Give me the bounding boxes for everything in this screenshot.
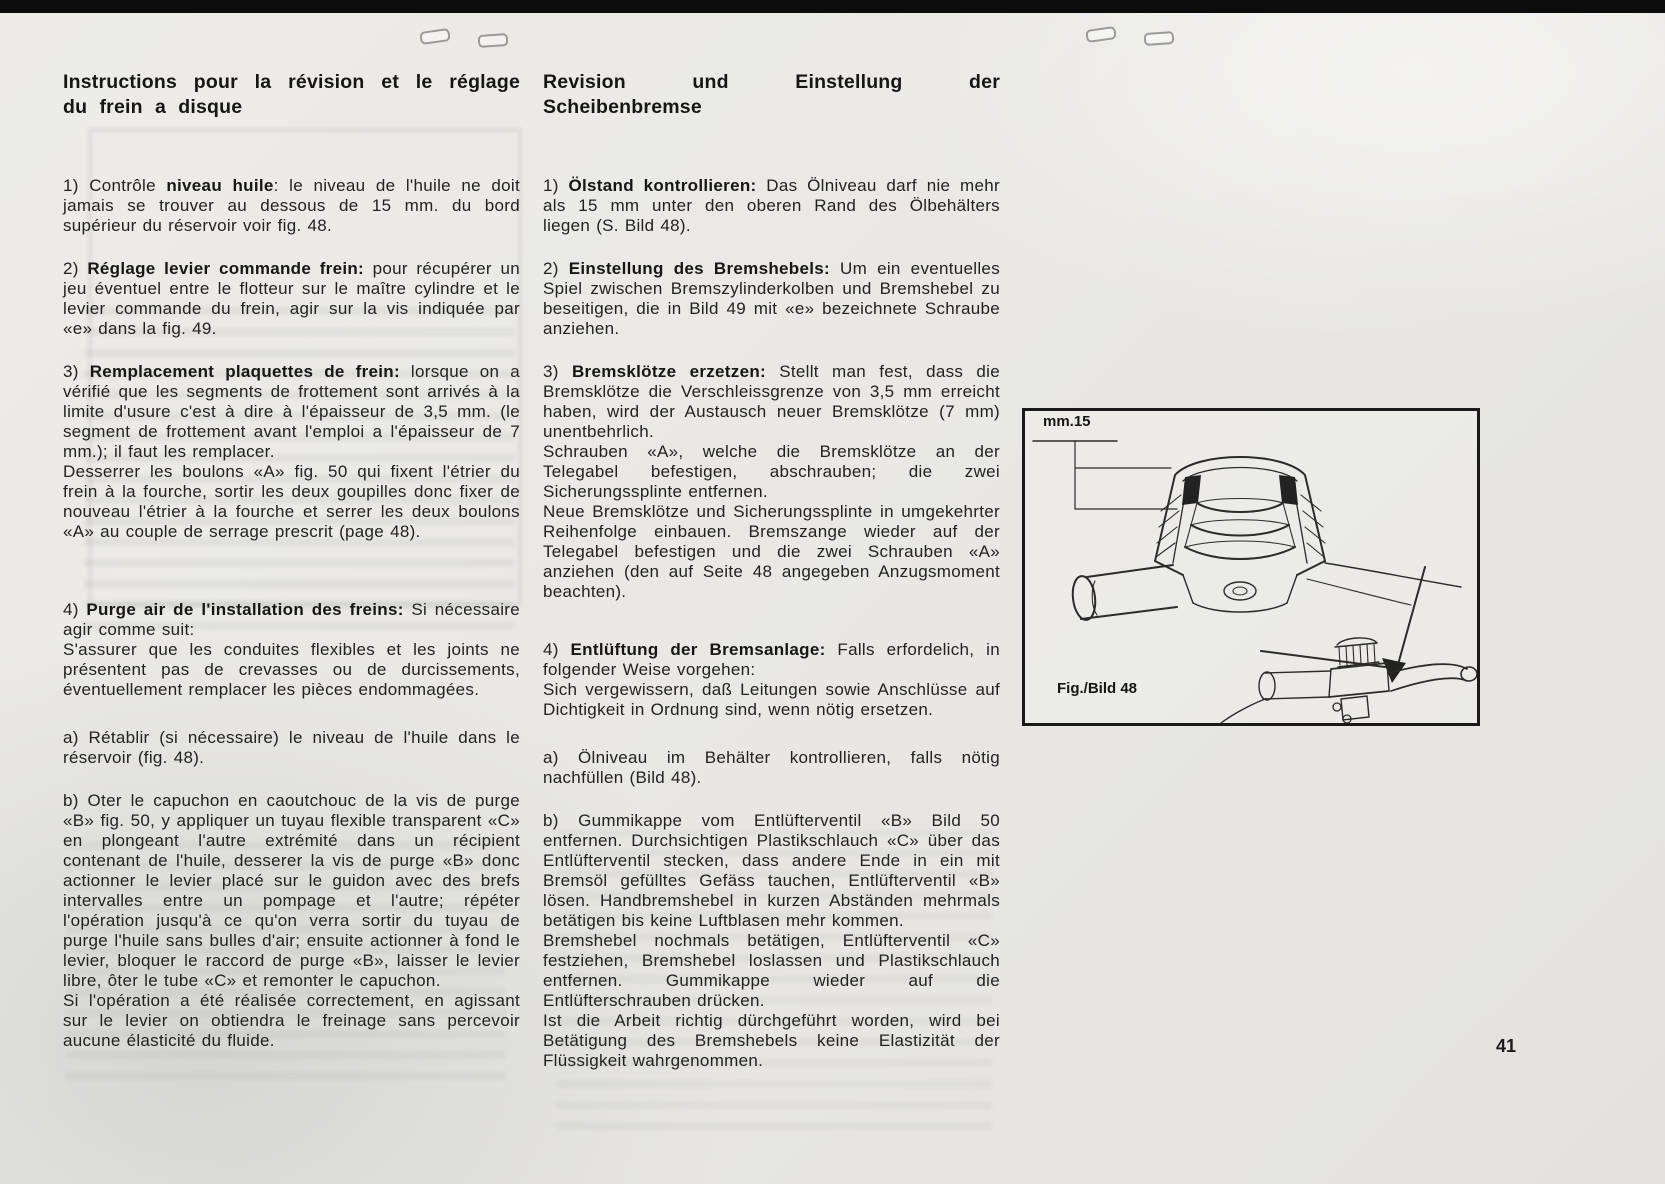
manual-section [543, 640, 1000, 720]
manual-section [63, 728, 520, 768]
manual-section [63, 600, 520, 700]
binding-clip-mark [419, 28, 451, 45]
paragraph: 3) Remplacement plaquettes de frein: lorsque on a vérifié que les segments de frottement sont arrivés à la limite d'usure c'est à dire à l'épaisseur de 3,5 mm. (le segment de frottement avant l'emploi a l'épaisseur de 7 mm.); il faut les remplacer. [63, 362, 520, 461]
manual-section [63, 791, 520, 1051]
binding-clip-mark [1144, 31, 1175, 46]
paragraph: 4) Entlüftung der Bremsanlage: Falls erfordelich, in folgender Weise vorgehen: [543, 640, 1000, 679]
binding-clip-mark [1085, 26, 1117, 43]
figure-dimension-label: mm.15 [1043, 413, 1091, 430]
paragraph: 2) Einstellung des Bremshebels: Um ein eventuelles Spiel zwischen Bremszylinderkolben und Bremshebel zu beseitigen, die in Bild 49 mit «e» bezeichnete Schraube anziehen. [543, 259, 1000, 338]
paragraph: Schrauben «A», welche die Bremsklötze an der Telegabel befestigen, abschrauben; die zwei Sicherungssplinte entfernen. [543, 442, 1000, 501]
paragraph: 4) Purge air de l'installation des freins: Si nécessaire agir comme suit: [63, 600, 520, 639]
page-number: 41 [1496, 1036, 1517, 1056]
paragraph: 3) Bremsklötze erzetzen: Stellt man fest, dass die Bremsklötze die Verschleissgrenze von 3,5 mm erreicht haben, wird der Austausch neuer Bremsklötze (7 mm) unentbehrlich. [543, 362, 1000, 441]
manual-section [543, 811, 1000, 1071]
manual-section [543, 362, 1000, 602]
figure-caption: Fig./Bild 48 [1057, 680, 1138, 697]
column-german [543, 70, 1000, 1094]
paragraph: Neue Bremsklötze und Sicherungssplinte in umgekehrter Reihenfolge einbauen. Bremszange wieder auf der Telegabel befestigen und die zwei Schrauben «A» anziehen (den auf Seite 48 angegeben Anzugsmoment beachten). [543, 502, 1000, 601]
paragraph: b) Oter le capuchon en caoutchouc de la vis de purge «B» fig. 50, y appliquer un tuyau flexible transparent «C» en plongeant l'autre extrémité dans un récipient contenant de l'huile, desserer la vis de purge «B» donc actionner le levier placé sur le guidon avec des brefs intervalles entre un pompage et l'autre; répéter l'opération jusqu'à ce qu'on verra sortir du tuyau de purge l'huile sans bulles d'air; ensuite actionner à fond le levier, bloquer le raccord de purge «B», laisser le levier libre, ôter le tube «C» et remonter le capuchon. [63, 791, 520, 990]
manual-section [63, 259, 520, 339]
column-french [63, 70, 520, 1074]
paragraph: Si l'opération a été réalisée correctement, en agissant sur le levier on obtiendra le freinage sans percevoir aucune élasticité du fluide. [63, 991, 520, 1050]
figure-48-box [1022, 408, 1480, 726]
paragraph: Sich vergewissern, daß Leitungen sowie Anschlüsse auf Dichtigkeit in Ordnung sind, wenn nötig ersetzen. [543, 680, 1000, 719]
manual-section [543, 176, 1000, 236]
paragraph: 1) Ölstand kontrollieren: Das Ölniveau darf nie mehr als 15 mm unter den oberen Rand des Ölbehälters liegen (S. Bild 48). [543, 176, 1000, 235]
scan-edge-bar [0, 0, 1665, 13]
paragraph: a) Ölniveau im Behälter kontrollieren, falls nötig nachfüllen (Bild 48). [543, 748, 1000, 787]
french-sections [63, 176, 520, 1051]
german-title: Revision und Einstellung der Scheibenbremse [543, 71, 1000, 118]
brake-master-cylinder-diagram [1025, 411, 1477, 723]
german-sections [543, 176, 1000, 1071]
paragraph: 2) Réglage levier commande frein: pour récupérer un jeu éventuel entre le flotteur sur le maître cylindre et le levier commande du frein, agir sur la vis indiquée par «e» dans la fig. 49. [63, 259, 520, 338]
paragraph: Bremshebel nochmals betätigen, Entlüfterventil «C» festziehen, Bremshebel loslassen und Plastikschlauch entfernen. Gummikappe wieder auf die Entlüfterschrauben drücken. [543, 931, 1000, 1010]
binding-clip-mark [478, 33, 509, 48]
manual-section [543, 748, 1000, 788]
french-title: Instructions pour la révision et le réglage du frein a disque [63, 71, 520, 118]
manual-section [63, 176, 520, 236]
paragraph: Desserrer les boulons «A» fig. 50 qui fixent l'étrier du frein à la fourche, sortir les deux goupilles donc fixer de nouveau l'étrier à la fourche et serrer les deux boulons «A» au couple de serrage prescrit (page 48). [63, 462, 520, 541]
paragraph: 1) Contrôle niveau huile: le niveau de l'huile ne doit jamais se trouver au dessous de 15 mm. du bord supérieur du réservoir voir fig. 48. [63, 176, 520, 235]
manual-section [63, 362, 520, 542]
manual-section [543, 259, 1000, 339]
paragraph: a) Rétablir (si nécessaire) le niveau de l'huile dans le réservoir (fig. 48). [63, 728, 520, 767]
paragraph: b) Gummikappe vom Entlüfterventil «B» Bild 50 entfernen. Durchsichtigen Plastikschlauch «C» über das Entlüfterventil stecken, dass andere Ende in ein mit Bremsöl gefülltes Gefäss tauchen, Entlüfterventil «B» lösen. Handbremshebel in kurzen Abständen mehrmals betätigen bis keine Luftblasen mehr kommen. [543, 811, 1000, 930]
paragraph: S'assurer que les conduites flexibles et les joints ne présentent pas de crevasses ou de durcissements, éventuellement remplacer les pièces endommagées. [63, 640, 520, 699]
paragraph: Ist die Arbeit richtig dürchgeführt worden, wird bei Betätigung des Bremshebels keine Elastizität der Flüssigkeit wahrgenommen. [543, 1011, 1000, 1070]
